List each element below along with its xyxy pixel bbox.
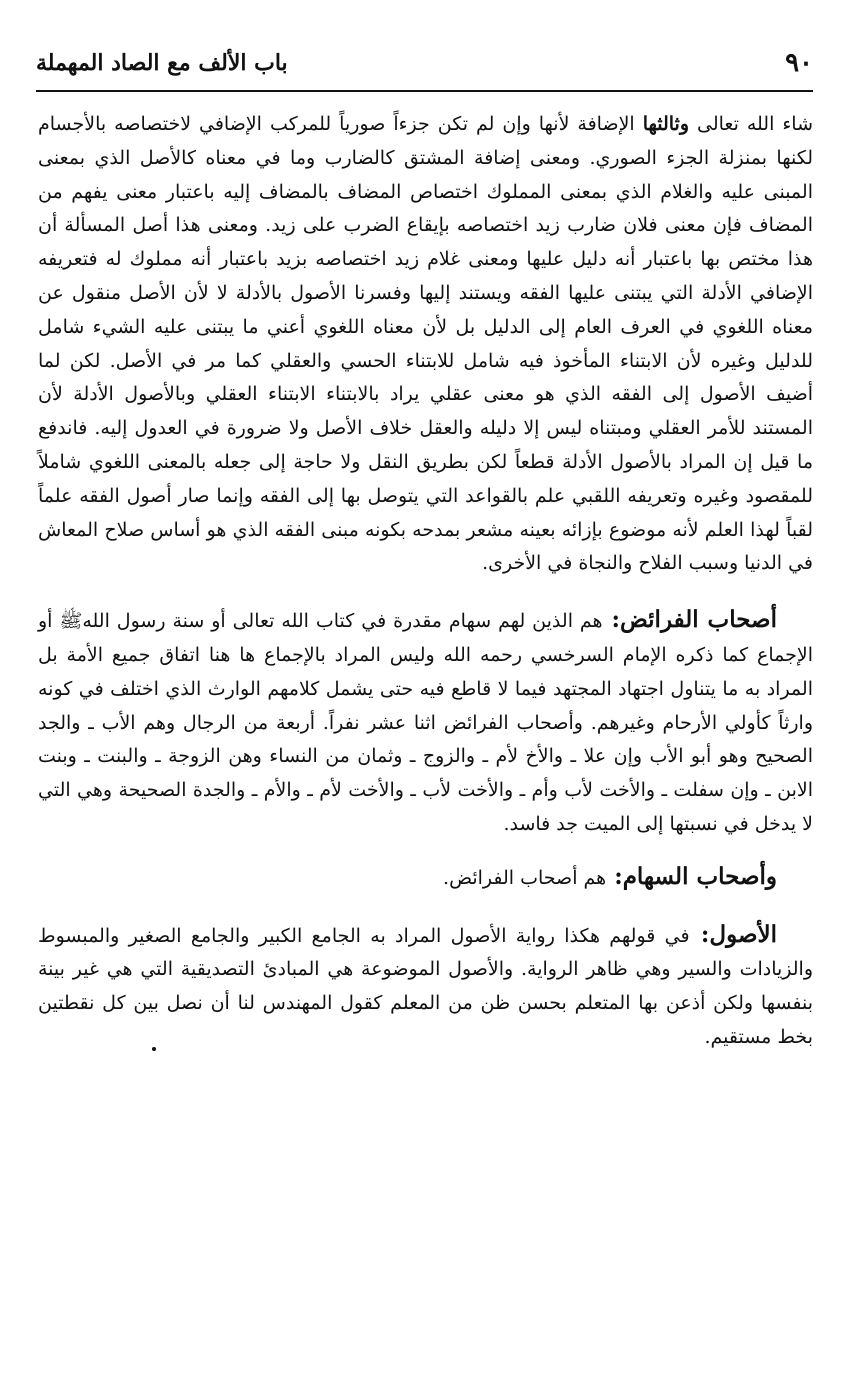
entry-al-usul <box>38 918 813 1055</box>
body-text <box>38 108 813 1055</box>
entry-headword: الأصول <box>709 920 777 948</box>
entry-ashab-al-faraid <box>38 603 813 842</box>
entry-text: هم أصحاب الفرائض. <box>443 866 607 889</box>
entry-text: هم الذين لهم سهام مقدرة في كتاب الله تعالى أو سنة رسول اللهﷺ أو الإجماع كما ذكره الإمام السرخسي رحمه الله وليس المراد بالإجماع ها هنا اتفاق جميع الأمة بل المراد به ما يتناول اجتهاد المجتهد فيما لا قاطع فيه حتى يشمل كلامهم الوارث الذي اختلف في كونه وارثاً كأولي الأرحام وغيرهم. وأصحاب الفرائض اثنا عشر نفراً. أربعة من الرجال وهم الأب ـ والجد الصحيح وهو أبو الأب وإن علا ـ والأخ لأم ـ والزوج ـ وثمان من النساء وهن الزوجة ـ والبنت ـ وبنت الابن ـ وإن سفلت ـ والأخت لأب وأم ـ والأخت لأب ـ والأخت لأم ـ والأم ـ والجدة الصحيحة وهي التي لا يدخل في نسبتها إلى الميت جد فاسد. <box>38 610 813 835</box>
entry-headword: أصحاب الفرائض <box>619 606 777 634</box>
page-header <box>36 44 813 88</box>
paragraph-text-start: شاء الله تعالى <box>689 113 813 135</box>
entry-headword: وأصحاب السهام <box>622 862 777 890</box>
entry-separator: : <box>689 920 710 948</box>
stray-print-dot <box>152 1047 156 1051</box>
header-rule <box>36 90 813 92</box>
page-number: ٩٠ <box>785 48 813 78</box>
entry-text: في قولهم هكذا رواية الأصول المراد به الجامع الكبير والجامع الصغير والمبسوط والزيادات والسير وهي ظاهر الرواية. والأصول الموضوعة هي المبادئ التصديقية التي هي غير بينة بنفسها ولكن أذعن بها المتعلم بحسن ظن من المعلم كقول المهندس لنا أن نصل بين كل نقطتين بخط مستقيم. <box>38 924 813 1048</box>
entry-separator: : <box>602 606 620 634</box>
paragraph-text-rest: الإضافة لأنها وإن لم تكن جزءاً صورياً للمركب الإضافي لاختصاصه بالأجسام لكنها بمنزلة الجزء الصوري. ومعنى إضافة المشتق كالضارب وما في معناه كالأصل الذي بمعنى المبنى عليه والغلام الذي بمعنى المملوك اختصاص المضاف بالمضاف إليه باعتبار معنى يفهم من المضاف فإن معنى فلان ضارب زيد اختصاصه بإيقاع الضرب على زيد. ومعنى هذا أصل المسألة أن هذا مختص بها باعتبار أنه دليل عليها ومعنى غلام زيد اختصاصه بزيد باعتبار أنه مملوك له فتعريفه الإضافي الأدلة التي يبتنى عليها الفقه ويستند إليها وفسرنا الأصول بالأدلة لا لأن الأصل منقول عن معناه اللغوي في العرف العام إلى الدليل بل لأن معناه اللغوي أعني ما يبتنى عليه الشيء شامل للدليل وغيره لأن الابتناء المأخوذ فيه شامل للابتناء الحسي والعقلي كما مر في الأصل. لكن لما أضيف الأصول إلى الفقه الذي هو معنى عقلي يراد بالابتناء الابتناء العقلي وبالأصول الأدلة لأن المستند للأمر العقلي ومبتناه ليس إلا دليله والعقل خلاف الأصل ولا ضرورة في العدول إليه. فاندفع ما قيل إن المراد بالأصول الأدلة قطعاً لكن بطريق النقل ولا حاجة إلى جعله بالمعنى اللغوي شاملاً للمقصود وغيره وتعريفه اللقبي علم بالقواعد التي يتوصل بها إلى الفقه وإنما صار أصول الفقه علماً لقباً لهذا العلم لأنه موضوع بإزائه بعينه مشعر بمدحه بكونه مبنى الفقه الذي هو أساس صلاح المعاش في الدنيا وسبب الفلاح والنجاة في الأخرى. <box>38 113 813 575</box>
entry-ashab-al-siham <box>38 860 813 896</box>
running-title: باب الألف مع الصاد المهملة <box>36 50 288 76</box>
entry-separator: : <box>606 862 623 890</box>
paragraph-bold-term: وثالثها <box>642 113 690 135</box>
paragraph-continuation <box>38 108 813 581</box>
